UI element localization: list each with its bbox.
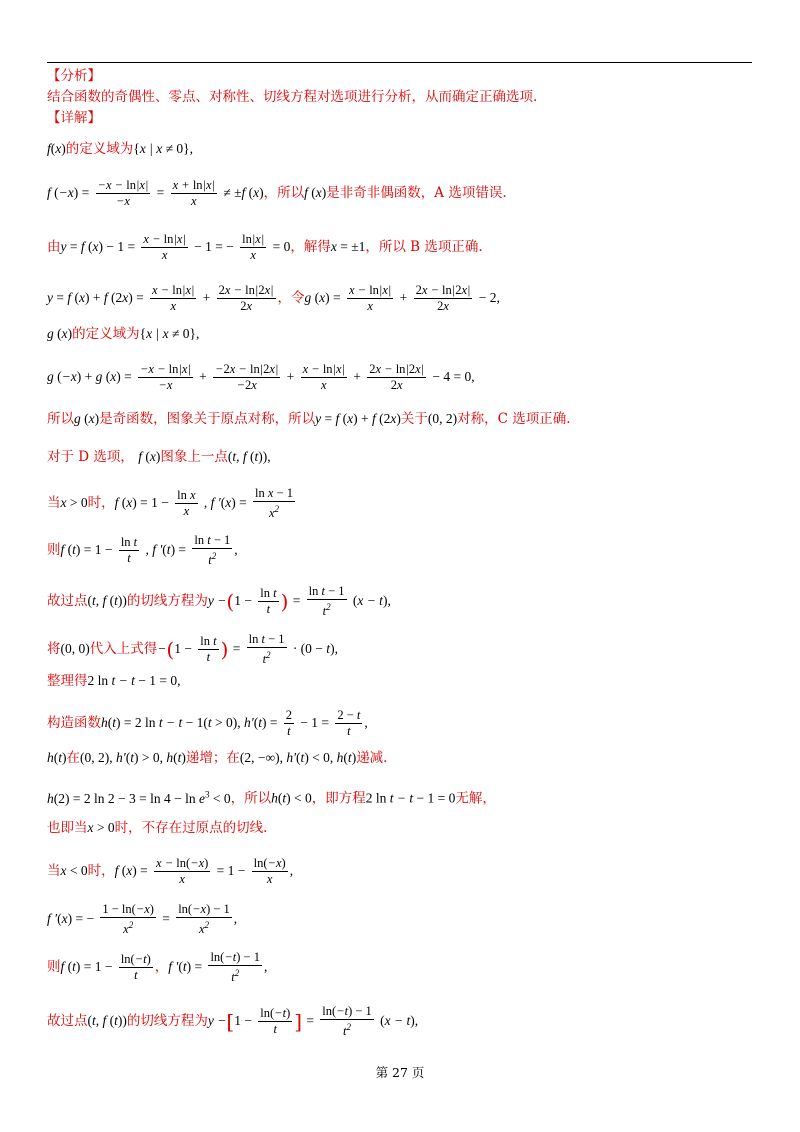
case-negative: 当x < 0时，f (x) = $\frac{x - \ln(-x)}{x}$ = 1 − $\frac{\ln(-x)}{x}$ ,: [47, 856, 294, 886]
no-tangent-positive: 也即当x > 0时，不存在过原点的切线.: [47, 820, 268, 836]
tangent-line-positive: 故过点(t, f (t))的切线方程为y −(1 − $\frac{\text{ln t}}{t}$ ) = $\frac{\text{ln t − 1}}{t^2}$ (x − t),: [47, 584, 391, 619]
domain-f: f(x)的定义域为{x | x ≠ 0},: [47, 141, 193, 157]
monotonicity-h: h(t)在(0, 2), h′(t) > 0, h(t)递增；在(2, −∞), h′(t) < 0, h(t)递减.: [47, 750, 388, 766]
option-d-intro: 对于 D 选项， f (x)图象上一点(t, f (t)),: [47, 449, 271, 465]
f-at-t-negative: 则f (t) = 1 − $\frac{\ln(-t)}{t}$ ，f ′(t) = $\frac{\ln(-t) - 1}{t^2}$ ,: [47, 950, 268, 985]
case-positive: 当x > 0时，f (x) = 1 − $\frac{\text{ln x}}{x}$ , f ′(x) = $\frac{\text{ln x − 1}}{x^2}$: [47, 486, 293, 521]
domain-g: g (x)的定义域为{x | x ≠ 0},: [47, 326, 200, 342]
parity-check: f (−x) = $\frac{-x - \ln|x|}{-x}$ = $\frac{x + \ln|x|}{x}$ ≠ ±f (x)，所以f (x)是非奇非偶函数，A 选项错误.: [47, 178, 507, 208]
f-at-t: 则f (t) = 1 − $\frac{\text{ln t}}{t}$ , f ′(t) = $\frac{\text{ln t − 1}}{t^2}$ ,: [47, 533, 238, 568]
h-at-2: h(2) = 2 $\ln 2 - 3 = \ln 4 - \ln e^3 < 0$，所以h(t) < 0，即方程2 ln t − t − 1 = 0无解，: [47, 789, 496, 807]
header-rule: [47, 62, 752, 63]
derivative-negative: f ′(x) = − $\frac{1 - \ln(-x)}{x^2}$ = $\frac{\ln(-x) - 1}{x^2}$ ,: [47, 902, 238, 937]
substitute-origin: 将(0, 0)代入上式得−(1 − $\frac{\text{ln t}}{t}$ ) = $\frac{\text{ln t − 1}}{t^2}$ · (0 − t),: [47, 632, 338, 667]
construct-h: 构造函数h(t) = 2 ln t − t − 1(t > 0), h′(t) = $\frac{2}{t}$ − 1 = $\frac{2 - t}{t}$ ,: [47, 708, 368, 738]
simplified-equation: 整理得2 ln t − t − 1 = 0,: [47, 673, 181, 689]
detail-heading: 【详解】: [47, 110, 101, 126]
page-number: 第 27 页: [375, 1065, 425, 1080]
zero-check: 由y = f (x) − 1 = $\frac{x - \ln|x|}{x}$ − 1 = − $\frac{\ln|x|}{x}$ = 0，解得x = ±1，所以 B 选项正确.: [47, 232, 483, 262]
g-odd-check: g (−x) + g (x) = $\frac{-x - \ln|x|}{-x}$ + $\frac{-2x - \ln|2x|}{-2x}$ + $\frac{x - \ln|x|}{x}$ + $\frac{2x - \ln|2x|}{2x}$ − 4 = 0,: [47, 362, 475, 392]
analysis-heading: 【分析】: [47, 68, 101, 84]
symmetry-conclusion: 所以g (x)是奇函数，图象关于原点对称，所以y = f (x) + f (2x)关于(0, 2)对称，C 选项正确.: [47, 411, 571, 427]
analysis-text: 结合函数的奇偶性、零点、对称性、切线方程对选项进行分析，从而确定正确选项.: [47, 89, 538, 105]
tangent-line-negative: 故过点(t, f (t))的切线方程为y −[1 − $\frac{\ln(-t)}{t}$ ] = $\frac{\ln(-t) - 1}{t^2}$ (x − t),: [47, 1004, 419, 1039]
sum-function: y = f (x) + f (2x) = $\frac{x - \ln|x|}{x}$ + $\frac{2x - \ln|2x|}{2x}$ ，令g (x) = $\frac{x - \ln|x|}{x}$ + $\frac{2x - \ln|2x|}{2x}$ − 2,: [47, 283, 500, 313]
